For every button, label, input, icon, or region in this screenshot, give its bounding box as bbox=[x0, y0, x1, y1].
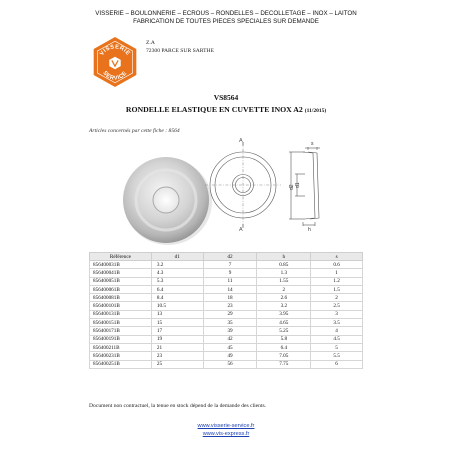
table-cell: 15 bbox=[151, 319, 203, 327]
table-cell: 11 bbox=[203, 277, 257, 285]
table-cell: 21 bbox=[151, 343, 203, 351]
table-cell: 5.8 bbox=[257, 335, 311, 343]
table-cell: 7.05 bbox=[257, 352, 311, 360]
product-reference: VS8564 bbox=[213, 93, 239, 102]
table-cell: 5.3 bbox=[151, 277, 203, 285]
table-cell: 13 bbox=[151, 310, 203, 318]
table-cell: 5.25 bbox=[257, 327, 311, 335]
table-cell: 1.5 bbox=[311, 285, 363, 293]
table-row bbox=[90, 261, 363, 269]
header-product-range: VISSERIE – BOULONNERIE – ECROUS – RONDELLES – DECOLLETAGE – INOX – LAITON bbox=[95, 10, 357, 17]
table-cell: 856400101B bbox=[90, 302, 152, 310]
table-cell: 1.2 bbox=[311, 277, 363, 285]
table-cell: 45 bbox=[203, 343, 257, 351]
table-cell: 9 bbox=[203, 269, 257, 277]
table-cell: 23 bbox=[203, 302, 257, 310]
product-date: (11/2015) bbox=[304, 108, 327, 114]
table-cell: 3.5 bbox=[311, 319, 363, 327]
table-cell: 2 bbox=[257, 285, 311, 293]
table-cell: 18 bbox=[203, 294, 257, 302]
table-cell: 8.4 bbox=[151, 294, 203, 302]
table-row bbox=[90, 285, 363, 293]
table-cell: 856400051B bbox=[90, 277, 152, 285]
table-cell: 4 bbox=[311, 327, 363, 335]
company-address bbox=[146, 40, 214, 55]
table-cell: 6 bbox=[311, 360, 363, 368]
table-cell: 856400041B bbox=[90, 269, 152, 277]
table-cell: 4.5 bbox=[311, 335, 363, 343]
table-cell: 56 bbox=[203, 360, 257, 368]
table-cell: 856400151B bbox=[90, 319, 152, 327]
table-row bbox=[90, 277, 363, 285]
table-row bbox=[90, 302, 363, 310]
table-cell: 856400211B bbox=[90, 343, 152, 351]
table-cell: 2 bbox=[311, 294, 363, 302]
column-header: Référence bbox=[90, 253, 152, 261]
table-cell: 3.2 bbox=[151, 261, 203, 269]
table-cell: 4.65 bbox=[257, 319, 311, 327]
table-cell: 23 bbox=[151, 352, 203, 360]
website-link-visserie-service[interactable]: www.visserie-service.fr bbox=[197, 423, 255, 429]
column-header: d2 bbox=[203, 253, 257, 261]
table-cell: 25 bbox=[151, 360, 203, 368]
dim-label-d2: d2 bbox=[289, 184, 295, 190]
table-row bbox=[90, 352, 363, 360]
column-header: s bbox=[311, 253, 363, 261]
address-line-1: Z.A bbox=[146, 40, 155, 46]
table-cell: 10.5 bbox=[151, 302, 203, 310]
table-cell: 7.75 bbox=[257, 360, 311, 368]
table-cell: 2.6 bbox=[257, 294, 311, 302]
table-cell: 856400191B bbox=[90, 335, 152, 343]
table-cell: 14 bbox=[203, 285, 257, 293]
address-line-2: 72300 PARCE SUR SARTHE bbox=[146, 47, 214, 54]
visserie-service-logo bbox=[89, 36, 141, 88]
section-label-bottom: A bbox=[239, 227, 243, 232]
table-body bbox=[90, 261, 363, 369]
table-cell: 5.5 bbox=[311, 352, 363, 360]
logo-text-top: VISSERIE bbox=[99, 44, 131, 57]
dim-label-s: s bbox=[311, 141, 314, 147]
product-title-text: RONDELLE ELASTIQUE EN CUVETTE INOX A2 bbox=[125, 105, 303, 114]
articles-note: Articles concernés par cette fiche : 8564 bbox=[89, 128, 180, 134]
table-cell: 29 bbox=[203, 310, 257, 318]
product-title bbox=[0, 105, 452, 114]
washer-photo bbox=[117, 151, 217, 251]
table-cell: 856400231B bbox=[90, 352, 152, 360]
table-cell: 1.55 bbox=[257, 277, 311, 285]
table-cell: 6.4 bbox=[151, 285, 203, 293]
table-cell: 856400251B bbox=[90, 360, 152, 368]
table-cell: 3.95 bbox=[257, 310, 311, 318]
table-row bbox=[90, 327, 363, 335]
column-header: d1 bbox=[151, 253, 203, 261]
disclaimer: Document non contractuel, la tenue en stock dépend de la demande des clients. bbox=[89, 403, 267, 409]
table-cell: 856400031B bbox=[90, 261, 152, 269]
dim-label-d1: d1 bbox=[295, 182, 301, 188]
technical-drawing bbox=[205, 134, 335, 232]
table-cell: 6.4 bbox=[257, 343, 311, 351]
table-row bbox=[90, 319, 363, 327]
table-cell: 1.3 bbox=[257, 269, 311, 277]
header-tagline: FABRICATION DE TOUTES PIECES SPECIALES SUR DEMANDE bbox=[133, 18, 319, 25]
table-cell: 17 bbox=[151, 327, 203, 335]
table-cell: 39 bbox=[203, 327, 257, 335]
table-cell: 5 bbox=[311, 343, 363, 351]
table-cell: 7 bbox=[203, 261, 257, 269]
table-cell: 856400131B bbox=[90, 310, 152, 318]
table-cell: 0.6 bbox=[311, 261, 363, 269]
table-cell: 856400081B bbox=[90, 294, 152, 302]
table-cell: 1 bbox=[311, 269, 363, 277]
table-cell: 2.5 bbox=[311, 302, 363, 310]
table-cell: 19 bbox=[151, 335, 203, 343]
section-label-top: A bbox=[239, 138, 243, 144]
table-row bbox=[90, 269, 363, 277]
table-cell: 0.85 bbox=[257, 261, 311, 269]
column-header: h bbox=[257, 253, 311, 261]
table-row bbox=[90, 294, 363, 302]
table-cell: 856400171B bbox=[90, 327, 152, 335]
table-cell: 856400061B bbox=[90, 285, 152, 293]
table-row bbox=[90, 335, 363, 343]
table-cell: 4.3 bbox=[151, 269, 203, 277]
table-cell: 35 bbox=[203, 319, 257, 327]
table-row bbox=[90, 310, 363, 318]
website-link-vis-express[interactable]: www.vis-express.fr bbox=[202, 431, 250, 437]
table-row bbox=[90, 343, 363, 351]
table-cell: 42 bbox=[203, 335, 257, 343]
table-cell: 3 bbox=[311, 310, 363, 318]
dimensions-table bbox=[89, 252, 363, 369]
dim-label-h: h bbox=[308, 227, 311, 232]
table-cell: 49 bbox=[203, 352, 257, 360]
table-header-row bbox=[90, 253, 363, 261]
table-cell: 3.2 bbox=[257, 302, 311, 310]
logo-text-bottom: SERVICE bbox=[101, 70, 129, 82]
table-row bbox=[90, 360, 363, 368]
